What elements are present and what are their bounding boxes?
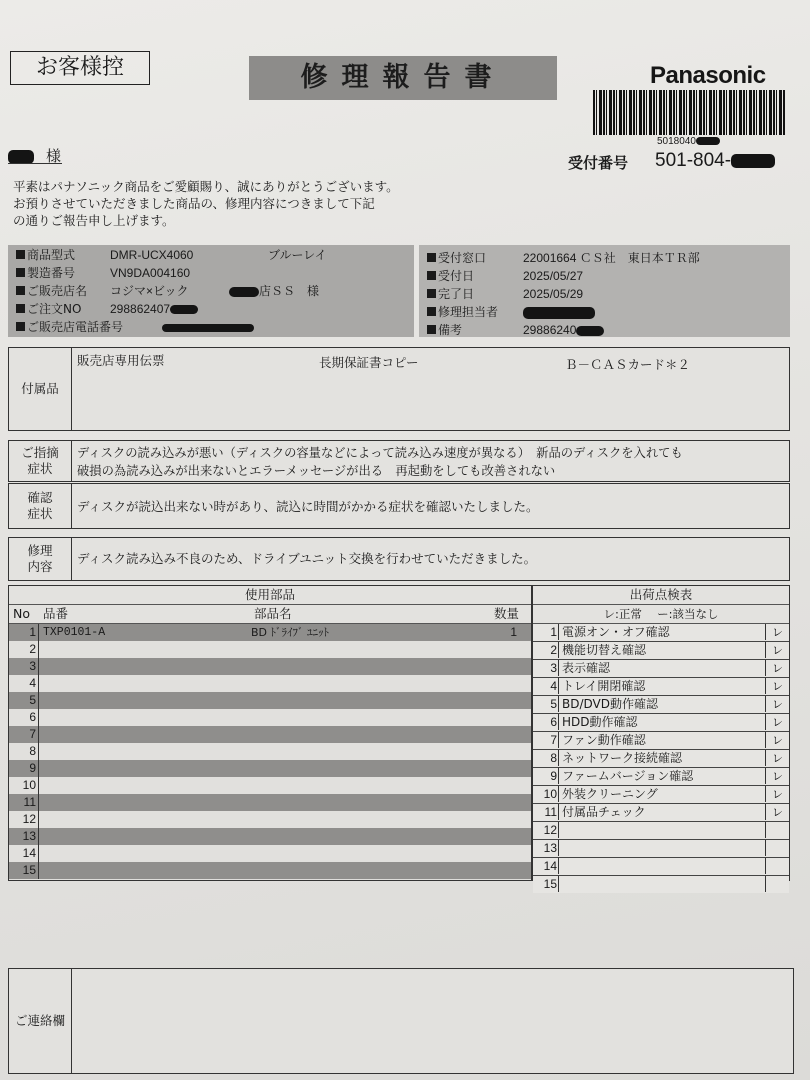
table-row: 9 xyxy=(9,760,531,777)
checklist-row: 8 ネットワーク接続確認 レ xyxy=(533,750,789,768)
reported-symptom-section xyxy=(8,440,790,482)
parts-table xyxy=(8,585,532,881)
contact-label: ご連絡欄 xyxy=(9,969,72,1073)
inspection-table-title: 出荷点検表 xyxy=(533,586,789,605)
checklist-row: 15 xyxy=(533,876,789,893)
reception-info-panel xyxy=(419,245,790,337)
customer-copy-label: お客様控 xyxy=(10,51,150,85)
checklist-row: 10 外装クリーニング レ xyxy=(533,786,789,804)
barcode-icon xyxy=(593,90,785,135)
checklist-row: 3 表示確認 レ xyxy=(533,660,789,678)
table-row: 8 xyxy=(9,743,531,760)
col-no: No xyxy=(13,606,30,621)
info-serial: 製造番号 VN9DA004160 xyxy=(16,264,75,282)
check-mark-icon: レ xyxy=(765,768,789,784)
info-reception-window: 受付窓口 22001664 ＣＳ社 東日本ＴＲ部 xyxy=(427,249,486,267)
receipt-number: 501-804- xyxy=(655,150,775,172)
repair-content-section xyxy=(8,537,790,581)
checklist-row: 9 ファームバージョン確認 レ xyxy=(533,768,789,786)
reported-symptom-label: ご指摘 症状 xyxy=(9,441,72,481)
accessory-item: 長期保証書コピー xyxy=(319,355,419,370)
checklist-row: 13 xyxy=(533,840,789,858)
repair-content-label: 修理 内容 xyxy=(9,538,72,580)
col-part-no: 品番 xyxy=(43,606,69,621)
check-mark-icon: レ xyxy=(765,660,789,676)
accessory-item: 販売店専用伝票 xyxy=(77,353,165,368)
document-title: 修理報告書 xyxy=(249,56,557,100)
info-remarks: 備考 29886240 xyxy=(427,321,462,339)
table-row: 3 xyxy=(9,658,531,675)
check-mark-icon: レ xyxy=(765,804,789,820)
table-row: 13 xyxy=(9,828,531,845)
table-row: 15 xyxy=(9,862,531,879)
info-store-phone: ご販売店電話番号 xyxy=(16,318,123,336)
info-order-no: ご注文NO 298862407 xyxy=(16,300,81,318)
accessory-item: Ｂ－ＣＡＳカード＊２ xyxy=(565,357,691,372)
check-mark-icon: レ xyxy=(765,642,789,658)
table-row: 14 xyxy=(9,845,531,862)
barcode-number: 5018040 xyxy=(657,136,720,147)
accessories-label: 付属品 xyxy=(9,348,72,430)
check-mark-icon: レ xyxy=(765,714,789,730)
inspection-table xyxy=(532,585,790,891)
reported-symptom-text: ディスクの読み込みが悪い（ディスクの容量などによって読み込み速度が異なる） 新品のディスクを入れても 破損の為読み込みが出来ないとエラーメッセージが出る 再起動をしても改善されない xyxy=(77,446,683,478)
parts-table-header xyxy=(9,605,531,624)
parts-table-title: 使用部品 xyxy=(9,586,531,605)
brand-logo: Panasonic xyxy=(650,62,766,89)
checklist-row: 6 HDD動作確認 レ xyxy=(533,714,789,732)
inspection-legend: レ:正常 ー:該当なし xyxy=(533,605,789,624)
check-mark-icon: レ xyxy=(765,678,789,694)
info-receipt-date: 受付日 2025/05/27 xyxy=(427,267,474,285)
table-row: 6 xyxy=(9,709,531,726)
table-row: 4 xyxy=(9,675,531,692)
repair-content-text: ディスク読み込み不良のため、ドライブユニット交換を行わせていただきました。 xyxy=(77,551,537,566)
table-row: 10 xyxy=(9,777,531,794)
product-info-panel xyxy=(8,245,414,337)
col-part-name: 部品名 xyxy=(254,606,292,621)
checklist-row: 5 BD/DVD動作確認 レ xyxy=(533,696,789,714)
receipt-number-label: 受付番号 xyxy=(568,154,629,172)
check-mark-icon: レ xyxy=(765,624,789,640)
info-technician: 修理担当者 xyxy=(427,303,498,321)
checklist-row: 1 電源オン・オフ確認 レ xyxy=(533,624,789,642)
checklist-row: 12 xyxy=(533,822,789,840)
info-model: 商品型式 DMR-UCX4060 ブルーレイ xyxy=(16,246,75,264)
checklist-row: 7 ファン動作確認 レ xyxy=(533,732,789,750)
customer-name: 様 xyxy=(8,145,61,166)
table-row: 1 TXP0101-A BD ﾄﾞﾗｲﾌﾞ ﾕﾆｯﾄ 1 xyxy=(9,624,531,641)
table-row: 11 xyxy=(9,794,531,811)
confirmed-symptom-text: ディスクが読込出来ない時があり、読込に時間がかかる症状を確認いたしました。 xyxy=(77,499,539,514)
accessories-section xyxy=(8,347,790,431)
greeting-text: 平素はパナソニック商品をご愛顧賜り、誠にありがとうございます。 お預りさせていただきました商品の、修理内容につきまして下記 の通りご報告申し上げます。 xyxy=(13,179,399,228)
checklist-row: 11 付属品チェック レ xyxy=(533,804,789,822)
checklist-row: 14 xyxy=(533,858,789,876)
table-row: 7 xyxy=(9,726,531,743)
table-row: 12 xyxy=(9,811,531,828)
info-completion-date: 完了日 2025/05/29 xyxy=(427,285,474,303)
info-store: ご販売店名 コジマ×ビック 店ＳＳ 様 xyxy=(16,282,87,300)
col-qty: 数量 xyxy=(493,606,519,621)
checklist-row: 4 トレイ開閉確認 レ xyxy=(533,678,789,696)
confirmed-symptom-label: 確認 症状 xyxy=(9,484,72,528)
check-mark-icon: レ xyxy=(765,750,789,766)
contact-section xyxy=(8,968,794,1074)
customer-underline xyxy=(8,163,62,164)
table-row: 5 xyxy=(9,692,531,709)
confirmed-symptom-section xyxy=(8,483,790,529)
check-mark-icon: レ xyxy=(765,696,789,712)
checklist-row: 2 機能切替え確認 レ xyxy=(533,642,789,660)
check-mark-icon: レ xyxy=(765,786,789,802)
check-mark-icon: レ xyxy=(765,732,789,748)
table-row: 2 xyxy=(9,641,531,658)
